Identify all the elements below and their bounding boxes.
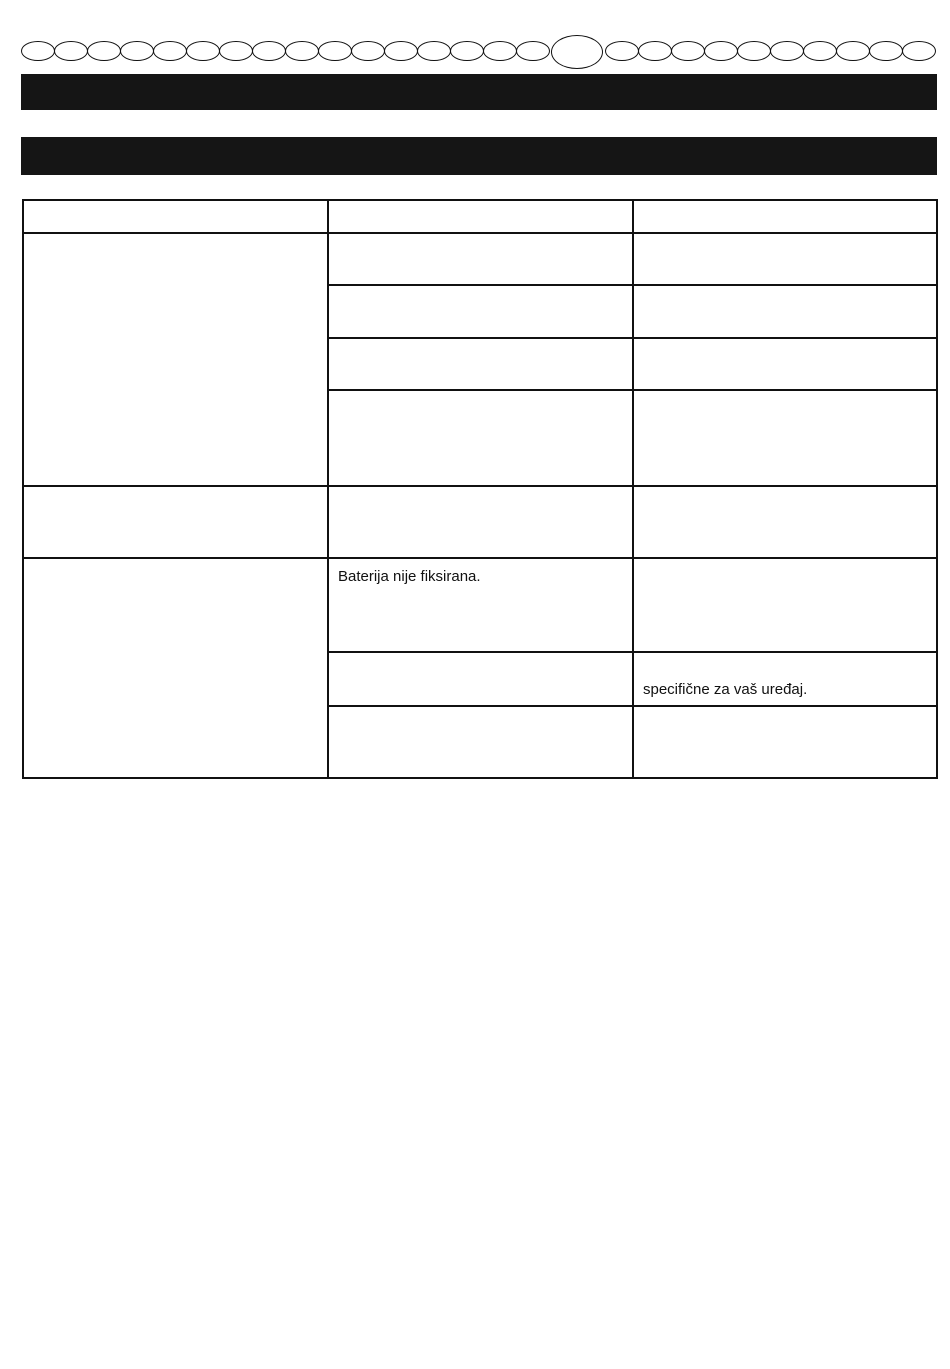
language-selector-strip (21, 35, 937, 69)
table-border-right (936, 199, 938, 779)
language-oval[interactable] (770, 41, 804, 61)
language-oval[interactable] (318, 41, 352, 61)
language-oval[interactable] (384, 41, 418, 61)
table-border-top (22, 199, 938, 201)
language-oval[interactable] (87, 41, 121, 61)
language-oval[interactable] (737, 41, 771, 61)
language-oval[interactable] (252, 41, 286, 61)
table-column-separator (632, 199, 634, 779)
language-oval[interactable] (450, 41, 484, 61)
chapter-title-bar (21, 74, 937, 110)
table-cell-solution: specifične za vaš uređaj. (643, 681, 808, 698)
language-oval[interactable] (638, 41, 672, 61)
troubleshooting-table (22, 199, 938, 780)
language-oval[interactable] (869, 41, 903, 61)
table-border-left (22, 199, 24, 779)
language-oval[interactable] (704, 41, 738, 61)
language-oval[interactable] (516, 41, 550, 61)
language-oval[interactable] (483, 41, 517, 61)
table-cell-cause: Baterija nije fiksirana. (338, 568, 481, 585)
table-row-separator (22, 485, 938, 487)
table-column-separator (327, 199, 329, 779)
language-oval[interactable] (836, 41, 870, 61)
language-oval[interactable] (186, 41, 220, 61)
table-header-separator (22, 232, 938, 234)
language-oval[interactable] (153, 41, 187, 61)
language-oval[interactable] (902, 41, 936, 61)
language-oval-active[interactable] (551, 35, 603, 69)
language-oval[interactable] (219, 41, 253, 61)
language-oval[interactable] (351, 41, 385, 61)
language-oval[interactable] (417, 41, 451, 61)
section-title-bar (21, 137, 937, 175)
language-oval[interactable] (605, 41, 639, 61)
table-row-separator (22, 557, 938, 559)
table-border-bottom (22, 777, 938, 779)
language-oval[interactable] (803, 41, 837, 61)
language-oval[interactable] (285, 41, 319, 61)
language-oval[interactable] (671, 41, 705, 61)
language-oval[interactable] (21, 41, 55, 61)
language-oval[interactable] (120, 41, 154, 61)
language-oval[interactable] (54, 41, 88, 61)
